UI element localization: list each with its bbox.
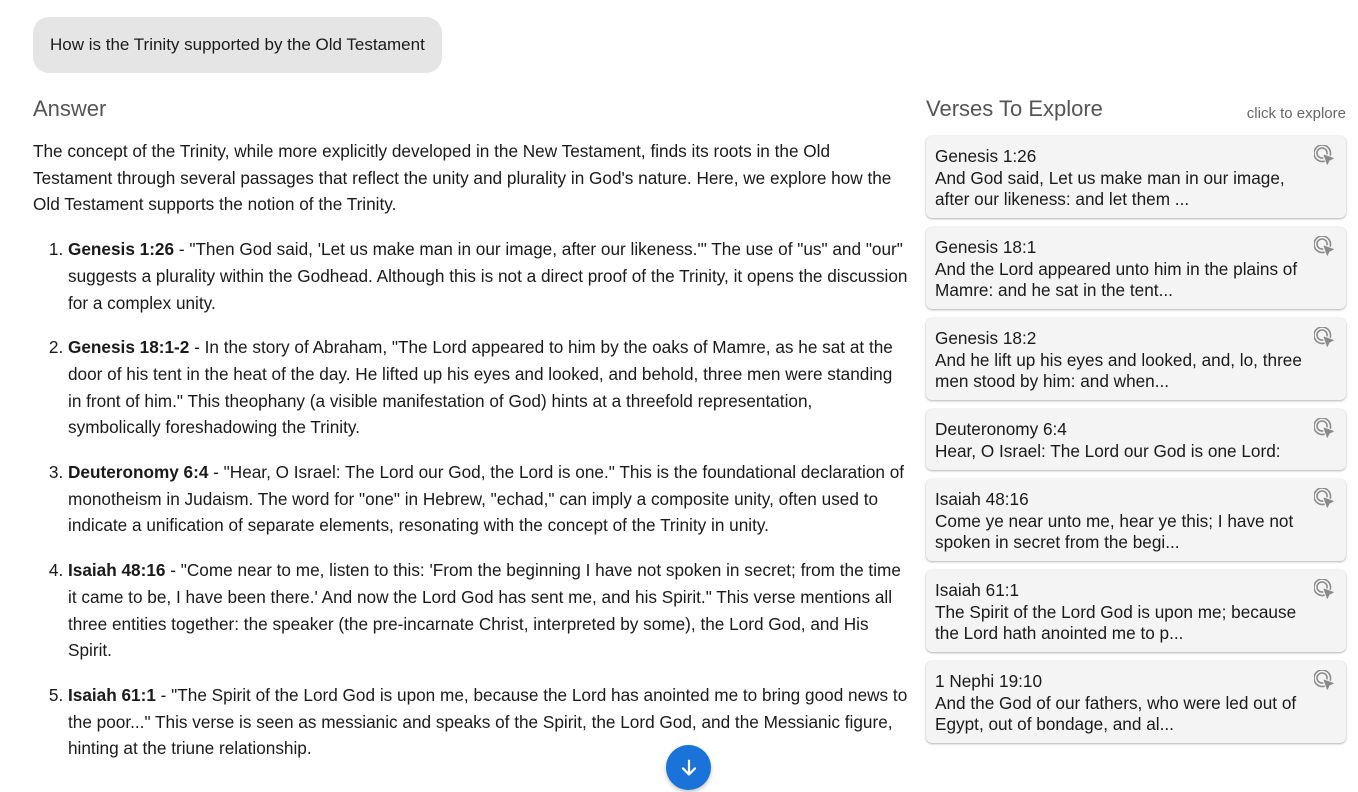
verse-excerpt: And he lift up his eyes and looked, and, lo, three men stood by him: and when... <box>935 350 1302 391</box>
point-text: - "Come near to me, listen to this: 'From the beginning I have not spoken in secret; from the time it came to be, I have been there.' And now the Lord God has sent me, and his Spirit." This verse mentions all three entities together: the speaker (the pre-incarnate Christ, interpreted by some), the Lord God, and His Spirit. <box>68 560 901 661</box>
verse-card[interactable] <box>926 227 1346 309</box>
answer-point <box>68 557 909 664</box>
verse-card[interactable] <box>926 318 1346 400</box>
point-reference: Deuteronomy 6:4 <box>68 462 209 483</box>
verses-heading: Verses To Explore <box>926 96 1103 121</box>
verse-reference: Genesis 1:26 <box>935 146 1037 166</box>
verses-panel <box>926 92 1346 752</box>
verse-card[interactable] <box>926 479 1346 561</box>
point-reference: Isaiah 61:1 <box>68 684 156 705</box>
answer-point <box>68 334 909 441</box>
verse-card[interactable] <box>926 136 1346 218</box>
point-reference: Genesis 1:26 <box>68 239 175 260</box>
answer-point <box>68 459 909 539</box>
explore-click-icon[interactable] <box>1314 488 1336 510</box>
verse-card[interactable] <box>926 661 1346 743</box>
verse-excerpt: And the God of our fathers, who were led out of Egypt, out of bondage, and al... <box>935 693 1297 734</box>
verse-reference: Isaiah 61:1 <box>935 580 1020 600</box>
verse-excerpt: And the Lord appeared unto him in the plains of Mamre: and he sat in the tent... <box>935 259 1298 300</box>
explore-click-icon[interactable] <box>1314 670 1336 692</box>
explore-click-icon[interactable] <box>1314 579 1336 601</box>
explore-click-icon[interactable] <box>1314 327 1336 349</box>
answer-intro: The concept of the Trinity, while more explicitly developed in the New Testament, finds its roots in the Old Testament through several passages that reflect the unity and plurality in God's nature. Here, we explore how the Old Testament supports the notion of the Trinity. <box>33 141 892 215</box>
explore-click-icon[interactable] <box>1314 145 1336 167</box>
arrow-down-icon <box>678 757 700 779</box>
verse-reference: Genesis 18:2 <box>935 328 1037 348</box>
user-question-bubble <box>33 17 442 73</box>
verse-reference: Deuteronomy 6:4 <box>935 419 1067 439</box>
point-text: - "Hear, O Israel: The Lord our God, the Lord is one." This is the foundational declaration of monotheism in Judaism. The word for "one" in Hebrew, "echad," can imply a composite unity, often used to indicate a unification of separate elements, resonating with the concept of the Trinity in unity. <box>68 462 905 536</box>
verse-excerpt: The Spirit of the Lord God is upon me; because the Lord hath anointed me to p... <box>935 602 1297 643</box>
explore-click-icon[interactable] <box>1314 418 1336 440</box>
answer-point <box>68 236 909 316</box>
verse-excerpt: Hear, O Israel: The Lord our God is one Lord: <box>935 441 1281 461</box>
verse-reference: Genesis 18:1 <box>935 237 1037 257</box>
point-reference: Isaiah 48:16 <box>68 560 166 581</box>
verse-card-list <box>926 136 1346 743</box>
verses-header <box>926 92 1346 126</box>
verse-excerpt: Come ye near unto me, hear ye this; I have not spoken in secret from the begi... <box>935 511 1294 552</box>
verse-card[interactable] <box>926 570 1346 652</box>
point-reference: Genesis 18:1-2 <box>68 337 190 358</box>
verse-card[interactable] <box>926 409 1346 470</box>
user-question-text: How is the Trinity supported by the Old Testament <box>50 35 425 54</box>
point-text: - "Then God said, 'Let us make man in our image, after our likeness.'" The use of "us" and "our" suggests a plurality within the Godhead. Although this is not a direct proof of the Trinity, it opens the discussion for a complex unity. <box>68 239 908 313</box>
verse-reference: 1 Nephi 19:10 <box>935 671 1043 691</box>
answer-panel <box>33 92 909 780</box>
verse-excerpt: And God said, Let us make man in our image, after our likeness: and let them ... <box>935 168 1285 209</box>
point-text: - In the story of Abraham, "The Lord appeared to him by the oaks of Mamre, as he sat at the door of his tent in the heat of the day. He lifted up his eyes and looked, and behold, three men were standing in front of him." This theophany (a visible manifestation of God) hints at a threefold representation, symbolically foreshadowing the Trinity. <box>68 337 893 438</box>
answer-point <box>68 682 909 762</box>
answer-heading: Answer <box>33 96 107 121</box>
scroll-down-button[interactable] <box>666 745 711 790</box>
answer-points-list <box>33 236 909 762</box>
explore-click-icon[interactable] <box>1314 236 1336 258</box>
verse-reference: Isaiah 48:16 <box>935 489 1029 509</box>
point-text: - "The Spirit of the Lord God is upon me, because the Lord has anointed me to bring good news to the poor..." This verse is seen as messianic and speaks of the Spirit, the Lord God, and the Messianic figure, hinting at the triune relationship. <box>68 684 908 759</box>
click-to-explore-hint: click to explore <box>1246 104 1346 122</box>
